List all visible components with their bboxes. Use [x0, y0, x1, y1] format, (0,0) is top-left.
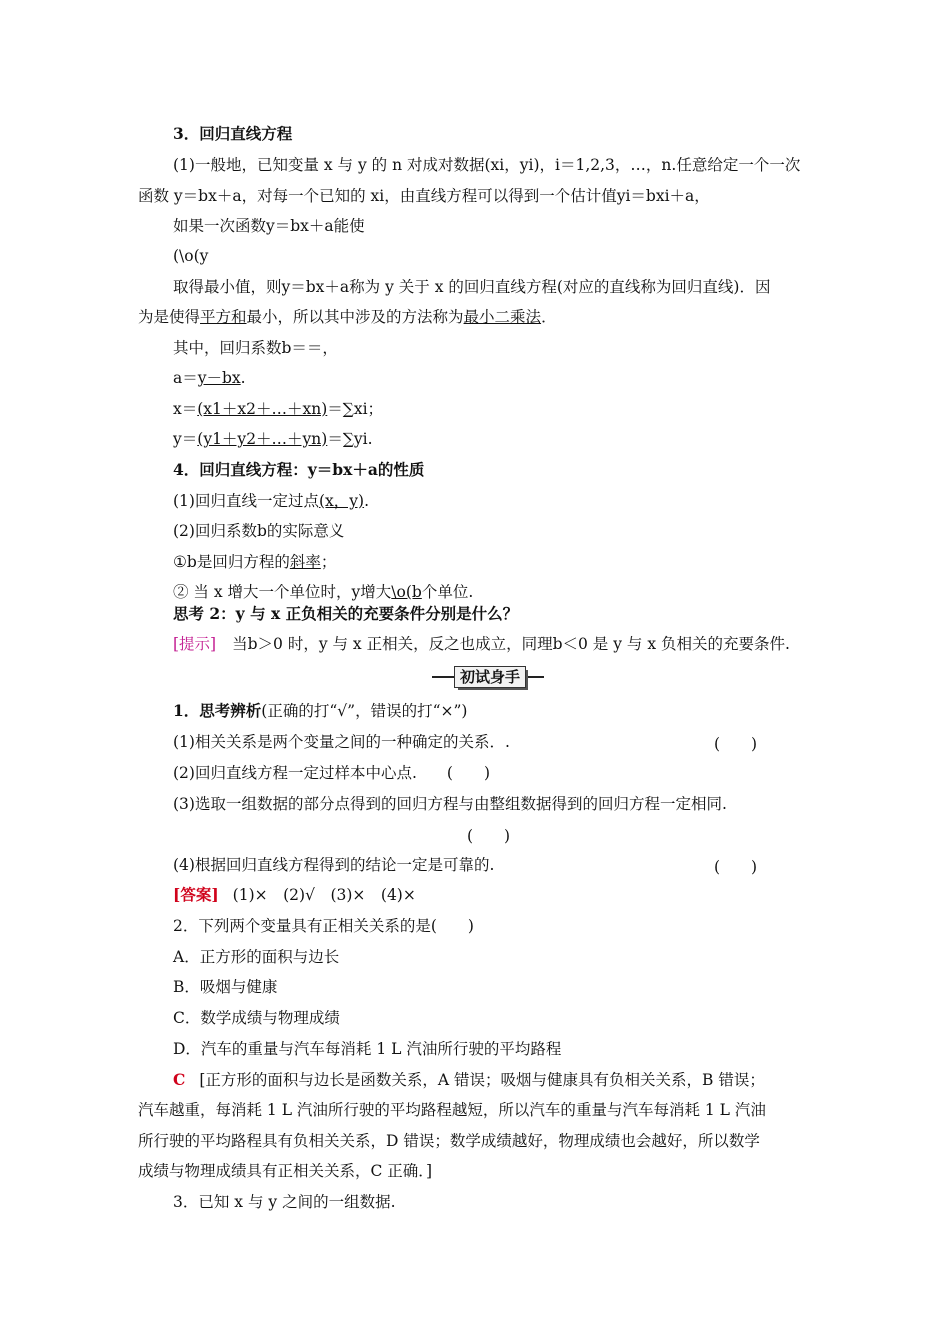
text: y＝ — [173, 430, 198, 448]
text: (正确的打“√”，错误的打“×”) — [261, 702, 468, 720]
text: ； — [320, 553, 337, 571]
fill-blank-answer: (x，y) — [318, 492, 365, 510]
explanation-line — [173, 1070, 853, 1092]
text: ． — [541, 308, 557, 326]
judgment-item: (1)相关关系是两个变量之间的一种确定的关系．. — [173, 733, 510, 751]
hint-text: 当b＞0 时，y 与 x 正相关，反之也成立，同理b＜0 是 y 与 x 负相关的充要条件. — [232, 635, 790, 653]
option-c: C．数学成绩与物理成绩 — [173, 1009, 340, 1027]
para-line — [173, 491, 853, 513]
section-4-title: 4．回归直线方程：y＝bx＋a的性质 — [173, 460, 425, 479]
hint-line — [173, 634, 853, 656]
text: 1．思考辨析 — [173, 701, 262, 720]
answer-paren: ( ) — [714, 735, 758, 753]
think-question: 思考 2：y 与 x 正负相关的充要条件分别是什么？ — [173, 604, 519, 623]
para-line: 其中，回归系数b＝＝， — [173, 339, 338, 357]
option-b: B．吸烟与健康 — [173, 978, 278, 996]
para-line — [173, 368, 853, 390]
para-line — [173, 429, 853, 451]
text: [正方形的面积与边长是函数关系，A 错误；吸烟与健康具有负相关关系，B 错误； — [199, 1071, 765, 1089]
para-line: (1)一般地，已知变量 x 与 y 的 n 对成对数据(xi，yi)，i＝1,2,3，…，n.任意给定一个一次 — [173, 156, 801, 174]
para-line: 如果一次函数y＝bx＋a能使 — [173, 217, 365, 235]
answer-paren: ( ) — [467, 827, 511, 845]
banner-title: 初试身手 — [454, 666, 526, 688]
answer-text: (1)× (2)√ (3)× (4)× — [232, 886, 416, 904]
text: ② 当 x 增大一个单位时，y增大 — [173, 583, 392, 601]
text: a＝ — [173, 369, 198, 387]
formula-fragment: (\o(y — [173, 247, 209, 265]
text: ＝∑yi. — [327, 430, 373, 448]
text: 最小，所以其中涉及的方法称为 — [246, 308, 464, 326]
text: ＝∑xi； — [327, 400, 384, 418]
section-3-title: 3．回归直线方程 — [173, 124, 293, 143]
para-line: 函数 y＝bx＋a，对每一个已知的 xi，由直线方程可以得到一个估计值yi＝bxi＋a， — [138, 187, 710, 205]
option-d: D．汽车的重量与汽车每消耗 1 L 汽油所行驶的平均路程 — [173, 1040, 562, 1058]
fill-blank-answer: y－bx — [197, 369, 241, 387]
para-line: (2)回归系数b的实际意义 — [173, 522, 345, 540]
fill-blank-answer: (y1＋y2＋…＋yn) — [197, 430, 328, 448]
banner-rule — [432, 676, 454, 678]
text: x＝ — [173, 400, 198, 418]
explanation-line: 所行驶的平均路程具有负相关关系，D 错误；数学成绩越好，物理成绩也会越好，所以数学 — [138, 1132, 760, 1150]
para-line — [138, 307, 818, 329]
text: 为是使得 — [138, 308, 201, 326]
explanation-line: 汽车越重，每消耗 1 L 汽油所行驶的平均路程越短，所以汽车的重量与汽车每消耗 1 L 汽油 — [138, 1101, 766, 1119]
text: . — [240, 369, 246, 387]
para-line: 取得最小值，则y＝bx＋a称为 y 关于 x 的回归直线方程(对应的直线称为回归直线)．因 — [173, 278, 771, 296]
judgment-item: (4)根据回归直线方程得到的结论一定是可靠的. — [173, 856, 495, 874]
question-2: 2．下列两个变量具有正相关关系的是( ) — [173, 917, 474, 935]
text: 个单位. — [421, 583, 474, 601]
explanation-line: 成绩与物理成绩具有正相关关系，C 正确．] — [138, 1162, 433, 1180]
para-line — [173, 552, 853, 574]
para-line — [173, 582, 853, 604]
para-line — [173, 399, 853, 421]
answer-label: [答案] — [173, 885, 219, 904]
hint-label: [提示] — [173, 635, 217, 653]
option-a: A．正方形的面积与边长 — [173, 948, 340, 966]
answer-paren: ( ) — [446, 764, 490, 782]
fill-blank-answer: (x1＋x2＋…＋xn) — [197, 400, 328, 418]
text: (1)回归直线一定过点 — [173, 492, 319, 510]
judgment-item — [173, 763, 853, 785]
text: ①b是回归方程的 — [173, 553, 290, 571]
section-banner — [432, 666, 542, 688]
fill-blank-answer: 平方和 — [200, 308, 247, 326]
text: . — [364, 492, 369, 510]
answer-choice: C — [173, 1070, 186, 1089]
answer-line — [173, 885, 853, 907]
fill-blank-answer: 最小二乘法 — [463, 308, 542, 326]
text: (2)回归直线方程一定过样本中心点. — [173, 764, 417, 782]
question-3: 3．已知 x 与 y 之间的一组数据. — [173, 1193, 396, 1211]
question-title — [173, 701, 853, 723]
fill-blank-answer: \o(b — [391, 583, 422, 601]
judgment-item: (3)选取一组数据的部分点得到的回归方程与由整组数据得到的回归方程一定相同. — [173, 795, 727, 813]
fill-blank-answer: 斜率 — [289, 553, 321, 571]
answer-paren: ( ) — [714, 858, 758, 876]
